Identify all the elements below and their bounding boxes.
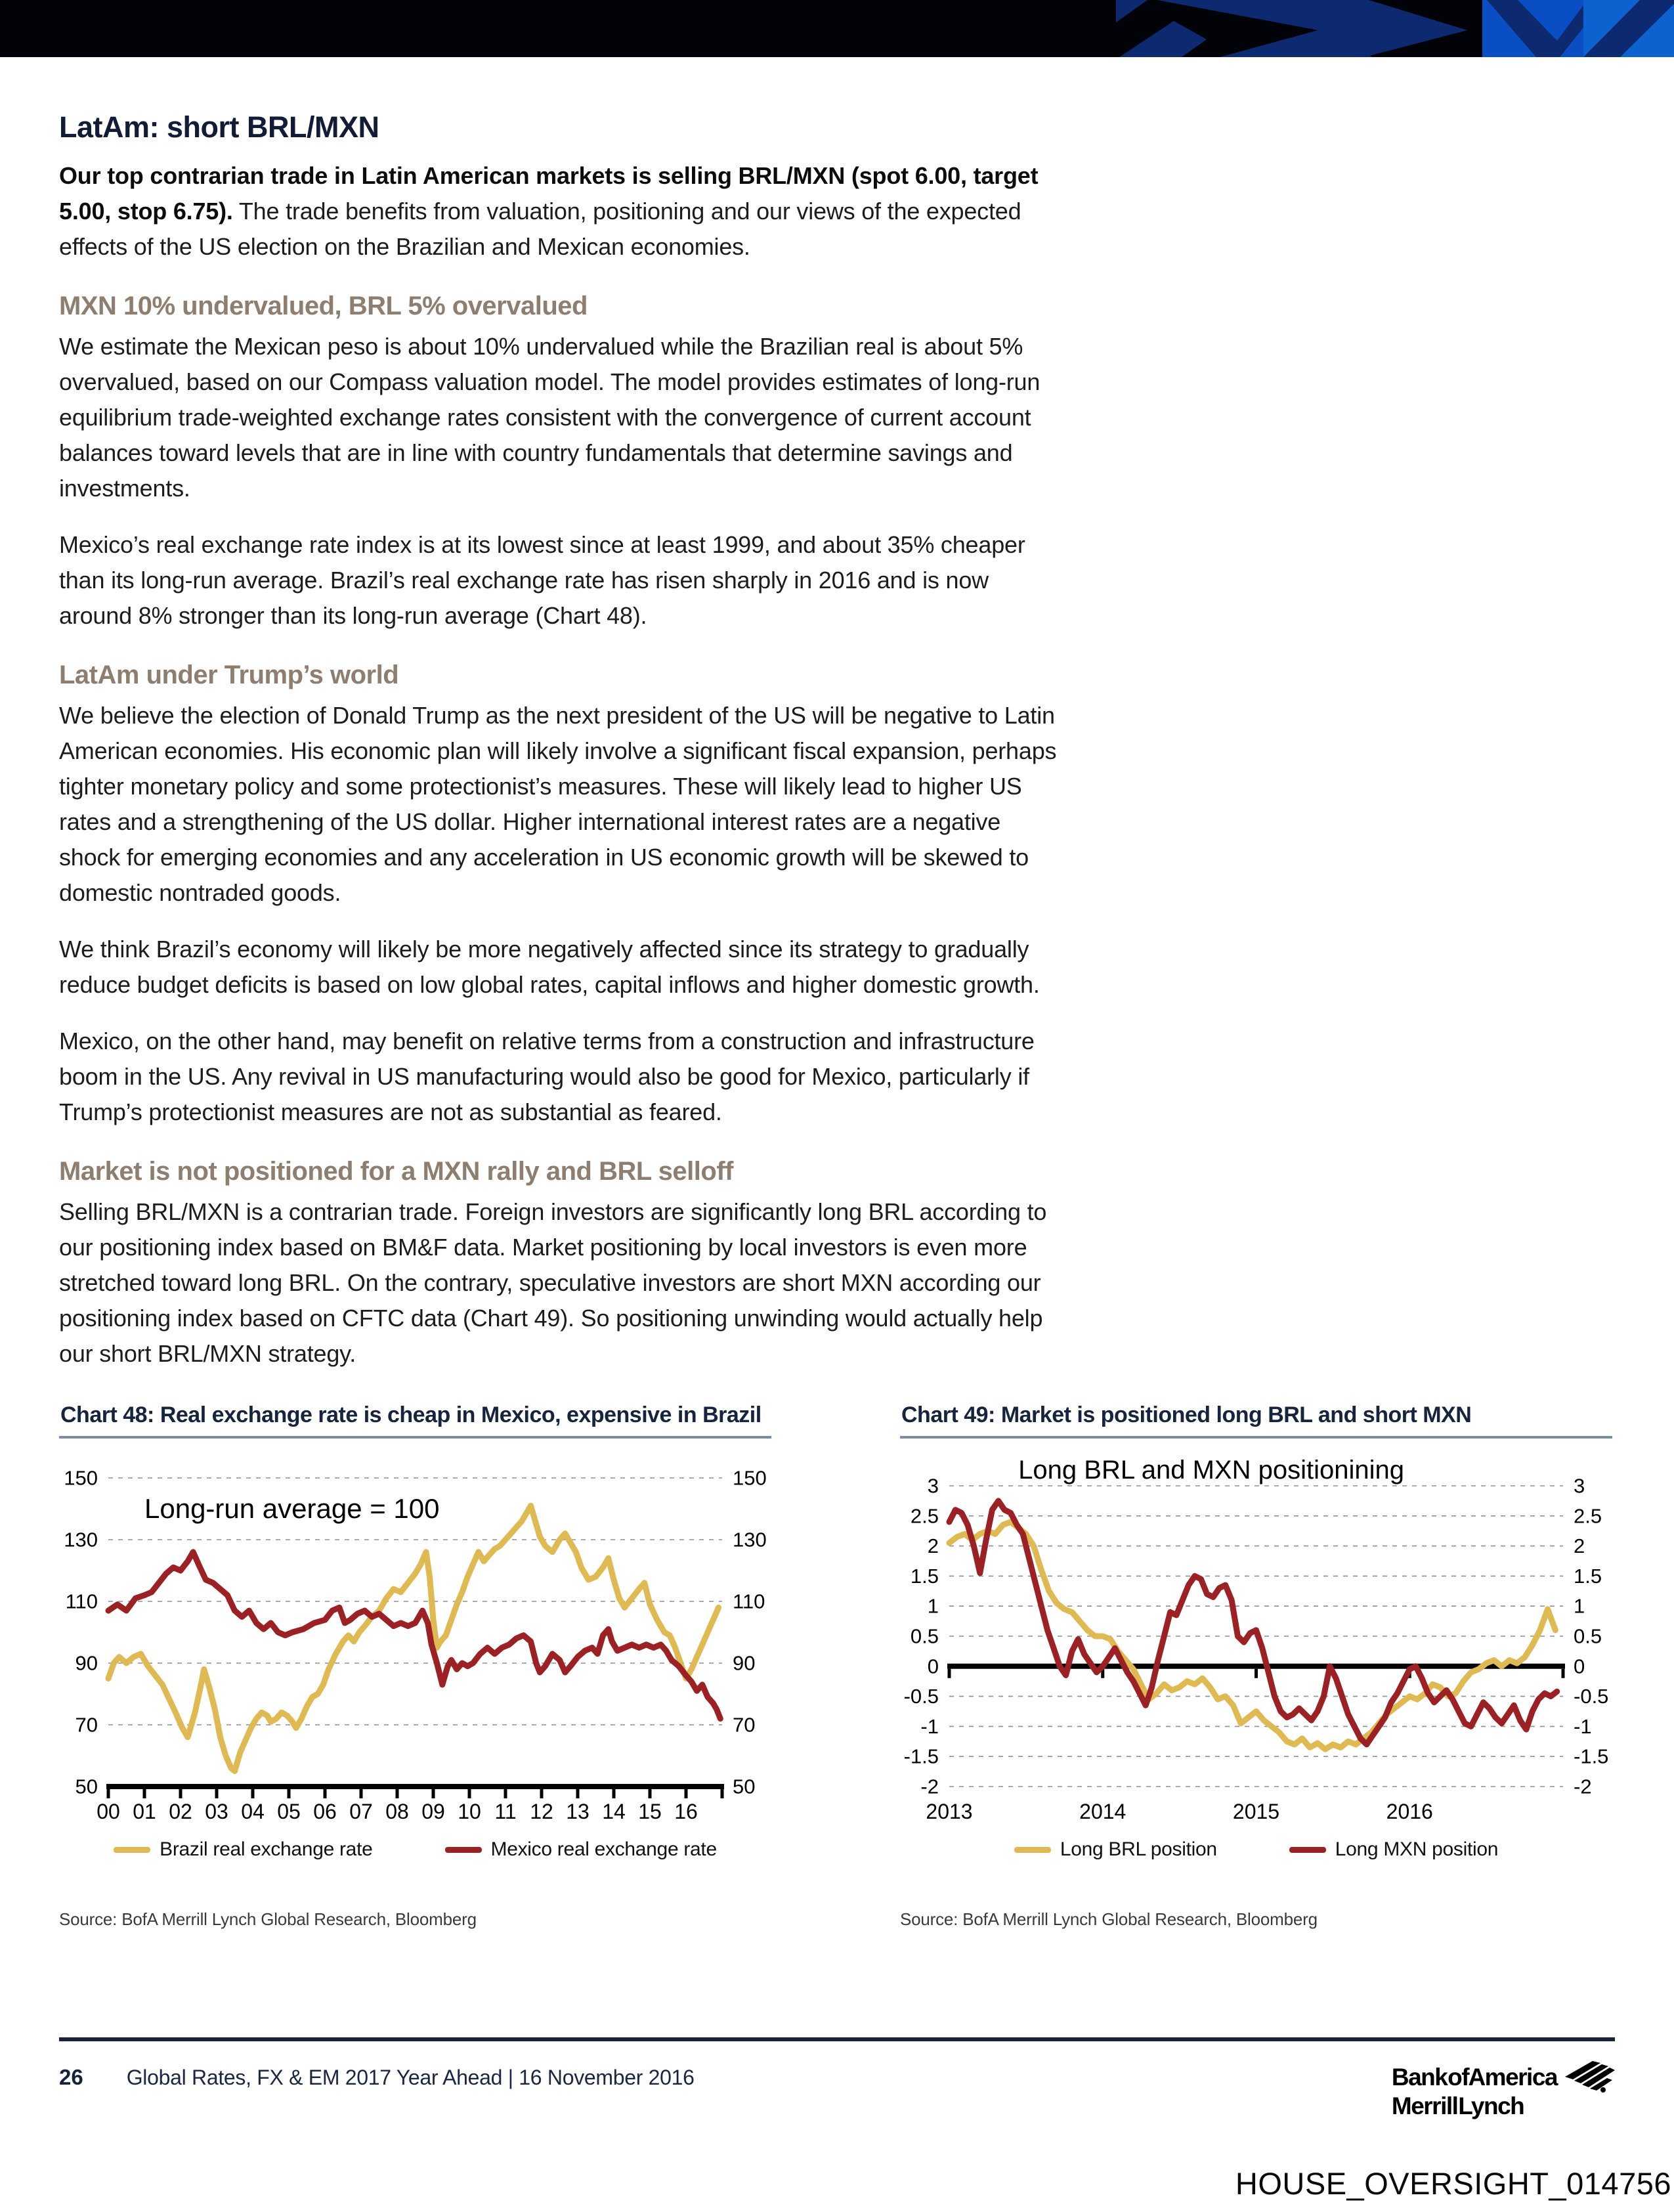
svg-text:1.5: 1.5 xyxy=(910,1565,939,1588)
chart-49-card xyxy=(900,1402,1612,1930)
logo-row xyxy=(1392,2065,1615,2094)
svg-text:90: 90 xyxy=(733,1651,756,1675)
svg-text:2013: 2013 xyxy=(926,1800,973,1824)
legend-label: Mexico real exchange rate xyxy=(490,1838,717,1861)
svg-text:06: 06 xyxy=(313,1800,337,1824)
svg-text:11: 11 xyxy=(494,1800,517,1824)
article-column xyxy=(59,111,1057,1372)
section-heading-positioning: Market is not positioned for a MXN rally and BRL selloff xyxy=(59,1156,733,1186)
svg-text:90: 90 xyxy=(75,1651,98,1675)
svg-text:-1: -1 xyxy=(1574,1715,1592,1739)
long-mxn-swatch xyxy=(1289,1847,1326,1853)
chart-49-legend xyxy=(900,1838,1612,1861)
svg-text:0.5: 0.5 xyxy=(1574,1624,1602,1648)
svg-text:14: 14 xyxy=(602,1800,626,1824)
svg-text:05: 05 xyxy=(277,1800,301,1824)
svg-text:150: 150 xyxy=(733,1466,767,1490)
paragraph: Selling BRL/MXN is a contrarian trade. Foreign investors are significantly long BRL according to our positioning index based on BM&F data. Market positioning by local investors is even more stretched toward long BRL. On the contrary, speculative investors are short MXN according our positioning index based on CFTC data (Chart 49). So positioning unwinding would actually help our short BRL/MXN strategy. xyxy=(59,1198,1047,1367)
svg-text:09: 09 xyxy=(421,1800,445,1824)
legend-label: Brazil real exchange rate xyxy=(160,1838,373,1861)
svg-text:0: 0 xyxy=(927,1655,939,1678)
legend-item xyxy=(1289,1838,1498,1861)
lead-rest-text: The trade benefits from valuation, positioning and our views of the expected effects of the US election on the Brazilian and Mexican economies. xyxy=(59,197,1021,260)
page-content xyxy=(0,57,1674,1930)
svg-text:04: 04 xyxy=(241,1800,265,1824)
legend-item xyxy=(1014,1838,1217,1861)
lead-paragraph xyxy=(59,158,1057,265)
svg-text:2.5: 2.5 xyxy=(1574,1504,1602,1528)
paragraph: Mexico’s real exchange rate index is at its lowest since at least 1999, and about 35% cheaper than its long-run average. Brazil’s real exchange rate has risen sharply in 2016 and is now around 8% stronger than its long-run average (Chart 48). xyxy=(59,531,1025,629)
svg-text:2015: 2015 xyxy=(1232,1800,1280,1824)
paragraph: We think Brazil’s economy will likely be more negatively affected since its strategy to gradually reduce budget deficits is based on low global rates, capital inflows and higher domestic growth. xyxy=(59,935,1040,998)
svg-text:70: 70 xyxy=(75,1713,98,1737)
mexico-line-swatch xyxy=(445,1847,482,1853)
footer-left xyxy=(59,2065,695,2090)
svg-text:3: 3 xyxy=(1574,1474,1585,1498)
chart-49-plot xyxy=(900,1458,1612,1829)
chart-48-title: Chart 48: Real exchange rate is cheap in Mexico, expensive in Brazil xyxy=(59,1402,771,1439)
logo-merrill-lynch: Merrill Lynch xyxy=(1391,2093,1524,2119)
chart-48-plot xyxy=(59,1458,771,1829)
chart-48-source: Source: BofA Merrill Lynch Global Research, Bloomberg xyxy=(59,1909,477,1930)
legend-item xyxy=(445,1838,717,1861)
svg-text:-1: -1 xyxy=(920,1715,939,1739)
paragraph: We believe the election of Donald Trump as the next president of the US will be negative to Latin American economies. His economic plan will likely involve a significant fiscal expansion, perhaps tighter monetary policy and some protectionist’s measures. These will likely lead to higher US rates and a strengthening of the US dollar. Higher international interest rates are a negative shock for emerging economies and any acceleration in US economic growth will be skewed to domestic nontraded goods. xyxy=(59,701,1057,906)
svg-text:-0.5: -0.5 xyxy=(903,1685,939,1708)
svg-text:50: 50 xyxy=(733,1775,756,1798)
svg-text:03: 03 xyxy=(205,1800,228,1824)
legend-item xyxy=(114,1838,372,1861)
footer-doc-title: Global Rates, FX & EM 2017 Year Ahead | 16 November 2016 xyxy=(126,2066,695,2089)
svg-text:2016: 2016 xyxy=(1386,1800,1433,1824)
svg-text:2: 2 xyxy=(1574,1534,1585,1558)
page-footer xyxy=(59,2037,1615,2119)
legend-label: Long BRL position xyxy=(1060,1838,1217,1861)
svg-text:-0.5: -0.5 xyxy=(1574,1685,1609,1708)
svg-text:15: 15 xyxy=(638,1800,662,1824)
svg-text:07: 07 xyxy=(349,1800,373,1824)
section-heading-trump: LatAm under Trump’s world xyxy=(59,660,399,689)
svg-text:150: 150 xyxy=(64,1466,98,1490)
svg-text:02: 02 xyxy=(169,1800,192,1824)
svg-text:00: 00 xyxy=(97,1800,120,1824)
svg-text:16: 16 xyxy=(674,1800,698,1824)
svg-text:12: 12 xyxy=(530,1800,553,1824)
svg-text:10: 10 xyxy=(458,1800,481,1824)
svg-text:-1.5: -1.5 xyxy=(1574,1745,1609,1768)
svg-text:Long-run average = 100: Long-run average = 100 xyxy=(144,1493,440,1525)
svg-text:110: 110 xyxy=(733,1590,765,1613)
svg-text:70: 70 xyxy=(733,1713,756,1737)
svg-text:-1.5: -1.5 xyxy=(903,1745,939,1768)
svg-text:3: 3 xyxy=(927,1474,939,1498)
brazil-line-swatch xyxy=(114,1847,150,1853)
svg-text:130: 130 xyxy=(64,1528,98,1551)
top-banner xyxy=(0,0,1674,57)
bofa-flag-icon xyxy=(1564,2060,1615,2094)
svg-text:110: 110 xyxy=(65,1590,98,1613)
svg-text:13: 13 xyxy=(566,1800,590,1824)
charts-row xyxy=(59,1402,1615,1930)
paragraph: We estimate the Mexican peso is about 10% undervalued while the Brazilian real is about 5% overvalued, based on our Compass valuation model. The model provides estimates of long-run equilibrium trade-weighted exchange rates consistent with the convergence of current account balances toward levels that are in line with country fundamentals that determine savings and investments. xyxy=(59,332,1041,502)
section-heading-valuation: MXN 10% undervalued, BRL 5% overvalued xyxy=(59,291,588,320)
bofa-merrill-logo xyxy=(1392,2065,1615,2119)
svg-text:08: 08 xyxy=(385,1800,409,1824)
svg-text:01: 01 xyxy=(133,1800,156,1824)
svg-text:2.5: 2.5 xyxy=(910,1504,939,1528)
paragraph: Mexico, on the other hand, may benefit on relative terms from a construction and infrastructure boom in the US. Any revival in US manufacturing would also be good for Mexico, particularly if Trump’s protectionist measures are not as substantial as feared. xyxy=(59,1027,1035,1125)
svg-text:1: 1 xyxy=(1574,1594,1585,1618)
svg-text:0: 0 xyxy=(1574,1655,1585,1678)
legend-label: Long MXN position xyxy=(1335,1838,1499,1861)
svg-text:-2: -2 xyxy=(920,1775,939,1798)
svg-text:2014: 2014 xyxy=(1079,1800,1127,1824)
watermark: HOUSE_OVERSIGHT_014756 xyxy=(1235,2166,1671,2201)
long-brl-swatch xyxy=(1014,1847,1051,1853)
svg-text:2: 2 xyxy=(927,1534,939,1558)
chart-49-source: Source: BofA Merrill Lynch Global Research, Bloomberg xyxy=(900,1909,1318,1930)
chart-49-title: Chart 49: Market is positioned long BRL and short MXN xyxy=(900,1402,1612,1439)
chart-48-legend xyxy=(59,1838,771,1861)
chart-48-card xyxy=(59,1402,771,1930)
page-number: 26 xyxy=(59,2065,83,2089)
page-title: LatAm: short BRL/MXN xyxy=(59,110,379,144)
svg-text:1.5: 1.5 xyxy=(1574,1565,1602,1588)
svg-text:Long BRL and MXN positionining: Long BRL and MXN positionining xyxy=(1018,1458,1404,1485)
banner-graphic xyxy=(0,0,1674,57)
lead-bold-text: Our top contrarian trade in Latin American markets is selling BRL/MXN (spot 6.00, target 5.00, stop 6.75). xyxy=(59,162,1039,225)
svg-text:0.5: 0.5 xyxy=(910,1624,939,1648)
svg-text:1: 1 xyxy=(927,1594,939,1618)
svg-text:-2: -2 xyxy=(1574,1775,1592,1798)
svg-text:50: 50 xyxy=(75,1775,98,1798)
svg-text:130: 130 xyxy=(733,1528,767,1551)
logo-bank-of-america: Bank of America xyxy=(1391,2064,1557,2091)
